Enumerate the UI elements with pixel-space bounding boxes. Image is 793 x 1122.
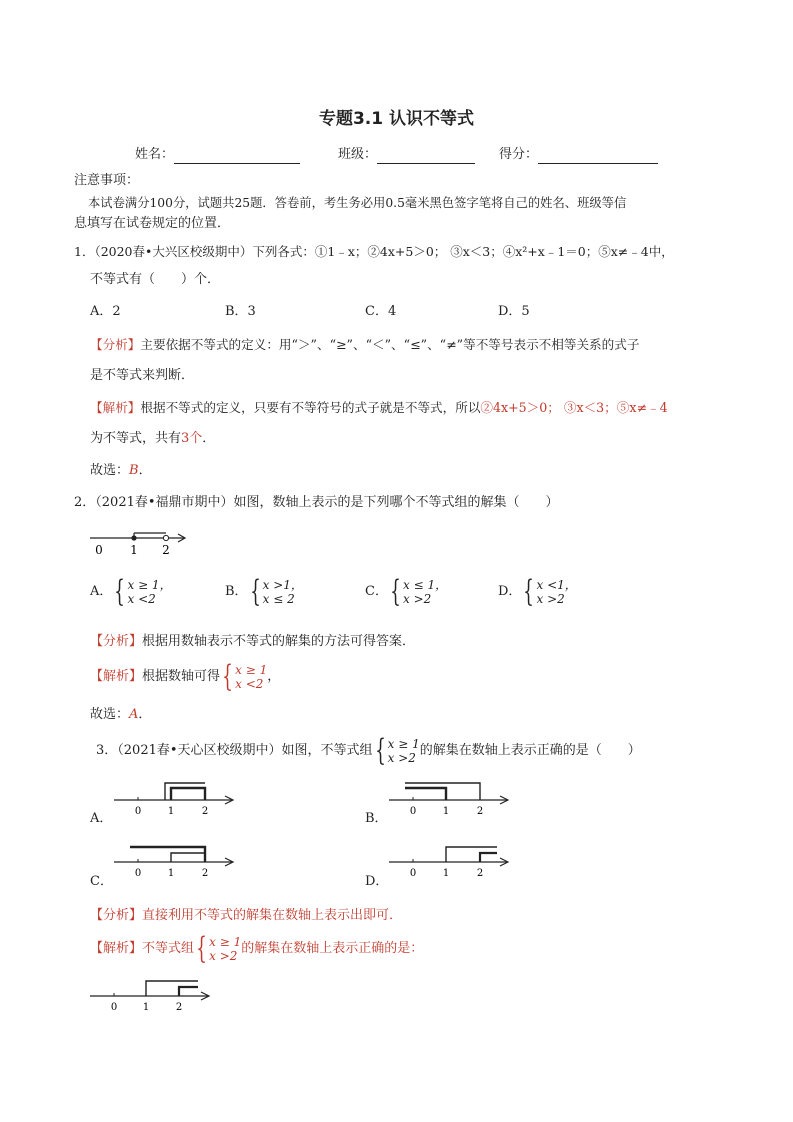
q3-option-d-letter: D． [365, 874, 389, 889]
q1-answer: 故选：B． [90, 463, 152, 478]
q1-option-a: A．2 [90, 304, 121, 319]
class-field [338, 146, 475, 164]
notice-heading: 注意事项： [74, 173, 140, 188]
range-x-gt-2 [480, 853, 497, 862]
q3-option-a-number-line [110, 780, 240, 820]
svg-text:2: 2 [201, 806, 209, 817]
svg-text:1: 1 [167, 806, 175, 817]
q3-option-a-letter: A． [90, 811, 113, 826]
q3-analysis: 【分析】直接利用不等式的解集在数轴上表示出即可． [90, 908, 403, 923]
solution-tag: 【解析】 [90, 400, 141, 415]
svg-text:2: 2 [175, 1002, 183, 1013]
q1-stem-2: 不等式有（ ）个． [90, 272, 221, 287]
svg-text:2: 2 [476, 868, 484, 879]
svg-text:1: 1 [167, 868, 175, 879]
q2-option-d: D．{ x <1， x >2 [498, 574, 577, 609]
class-blank[interactable] [377, 149, 475, 164]
analysis-tag: 【分析】 [90, 337, 141, 352]
q1-analysis: 【分析】主要依据不等式的定义：用“＞”、“≥”、“＜”、“≤”、“≠”等不等号表示不相等关系的式子 [90, 337, 640, 352]
svg-text:1: 1 [142, 1002, 150, 1013]
q1-analysis-2: 是不等式来判断． [90, 368, 195, 383]
svg-text:1: 1 [442, 806, 450, 817]
svg-text:2: 2 [201, 868, 209, 879]
svg-text:2: 2 [476, 806, 484, 817]
q2-number-line [84, 524, 194, 558]
svg-text:0: 0 [110, 1002, 118, 1013]
q1-solution: 【解析】根据不等式的定义，只要有不等符号的式子就是不等式，所以②4x+5＞0； ③x＜3；⑤x≠﹣4 [90, 400, 668, 415]
range-outer [130, 847, 205, 862]
q2-option-a: A．{ x ≥ 1， x <2 [90, 574, 172, 609]
q3-solution-number-line [88, 976, 218, 1016]
score-label: 得分： [499, 147, 539, 162]
name-field [135, 146, 300, 164]
q3-solution: 【解析】不等式组{ x ≥ 1 x >2 的解集在数轴上表示正确的是： [90, 931, 424, 966]
class-label: 班级： [338, 147, 378, 162]
svg-text:0: 0 [134, 806, 142, 817]
q1-stem: 1．（2020春•大兴区校级期中）下列各式：①1﹣x；②4x+5＞0； ③x＜3；④x²+x﹣1＝0；⑤x≠﹣4中， [74, 244, 674, 259]
open-point [163, 535, 168, 540]
q1-option-c: C．4 [365, 304, 397, 319]
q2-stem: 2．（2021春•福鼎市期中）如图，数轴上表示的是下列哪个不等式组的解集（ ） [74, 495, 559, 510]
page-title: 专题3.1 认识不等式 [318, 109, 475, 129]
q1-option-d: D．5 [498, 304, 530, 319]
tick-label-2: 2 [162, 543, 170, 557]
q2-option-c: C．{ x ≤ 1， x >2 [365, 574, 448, 609]
range-x-ge-1 [446, 847, 497, 862]
closed-point [131, 535, 136, 540]
svg-text:0: 0 [409, 868, 417, 879]
tick-label-1: 1 [130, 543, 138, 557]
tick-label-0: 0 [95, 543, 103, 557]
score-blank[interactable] [538, 149, 658, 164]
range-outer [405, 783, 480, 800]
q3-option-c-number-line [110, 842, 240, 882]
q2-analysis: 【分析】根据用数轴表示不等式的解集的方法可得答案． [90, 634, 416, 649]
notice-line-2: 息填写在试卷规定的位置． [74, 216, 231, 231]
svg-text:1: 1 [442, 868, 450, 879]
q2-option-b: B．{ x >1， x ≤ 2 [225, 574, 303, 609]
name-label: 姓名： [135, 147, 175, 162]
q3-option-d-number-line [385, 842, 515, 882]
range-x-ge-1 [146, 981, 198, 996]
name-blank[interactable] [174, 149, 300, 164]
notice-line-1: 本试卷满分100分，试题共25题．答卷前，考生务必用0.5毫米黑色签字笔将自己的姓名、班级等信 [88, 196, 627, 210]
q2-answer: 故选：A． [90, 707, 152, 722]
q3-option-c-letter: C． [90, 874, 113, 889]
svg-text:0: 0 [134, 868, 142, 879]
q3-option-b-number-line [385, 780, 515, 820]
q1-solution-2: 为不等式，共有3个． [90, 431, 216, 446]
range-inner [171, 853, 205, 862]
score-field [499, 146, 658, 164]
q3-option-b-letter: B． [365, 811, 388, 826]
range-x-ge-1 [171, 788, 205, 800]
q3-stem: 3．（2021春•天心区校级期中）如图，不等式组{ x ≥ 1 x >2 的解集在数轴上表示正确的是（ ） [96, 733, 641, 768]
q1-option-b: B．3 [225, 304, 256, 319]
range-left [405, 788, 446, 800]
range-x-gt-2 [179, 987, 198, 996]
q2-solution: 【解析】根据数轴可得{ x ≥ 1 x <2 ， [90, 659, 281, 694]
svg-text:0: 0 [409, 806, 417, 817]
